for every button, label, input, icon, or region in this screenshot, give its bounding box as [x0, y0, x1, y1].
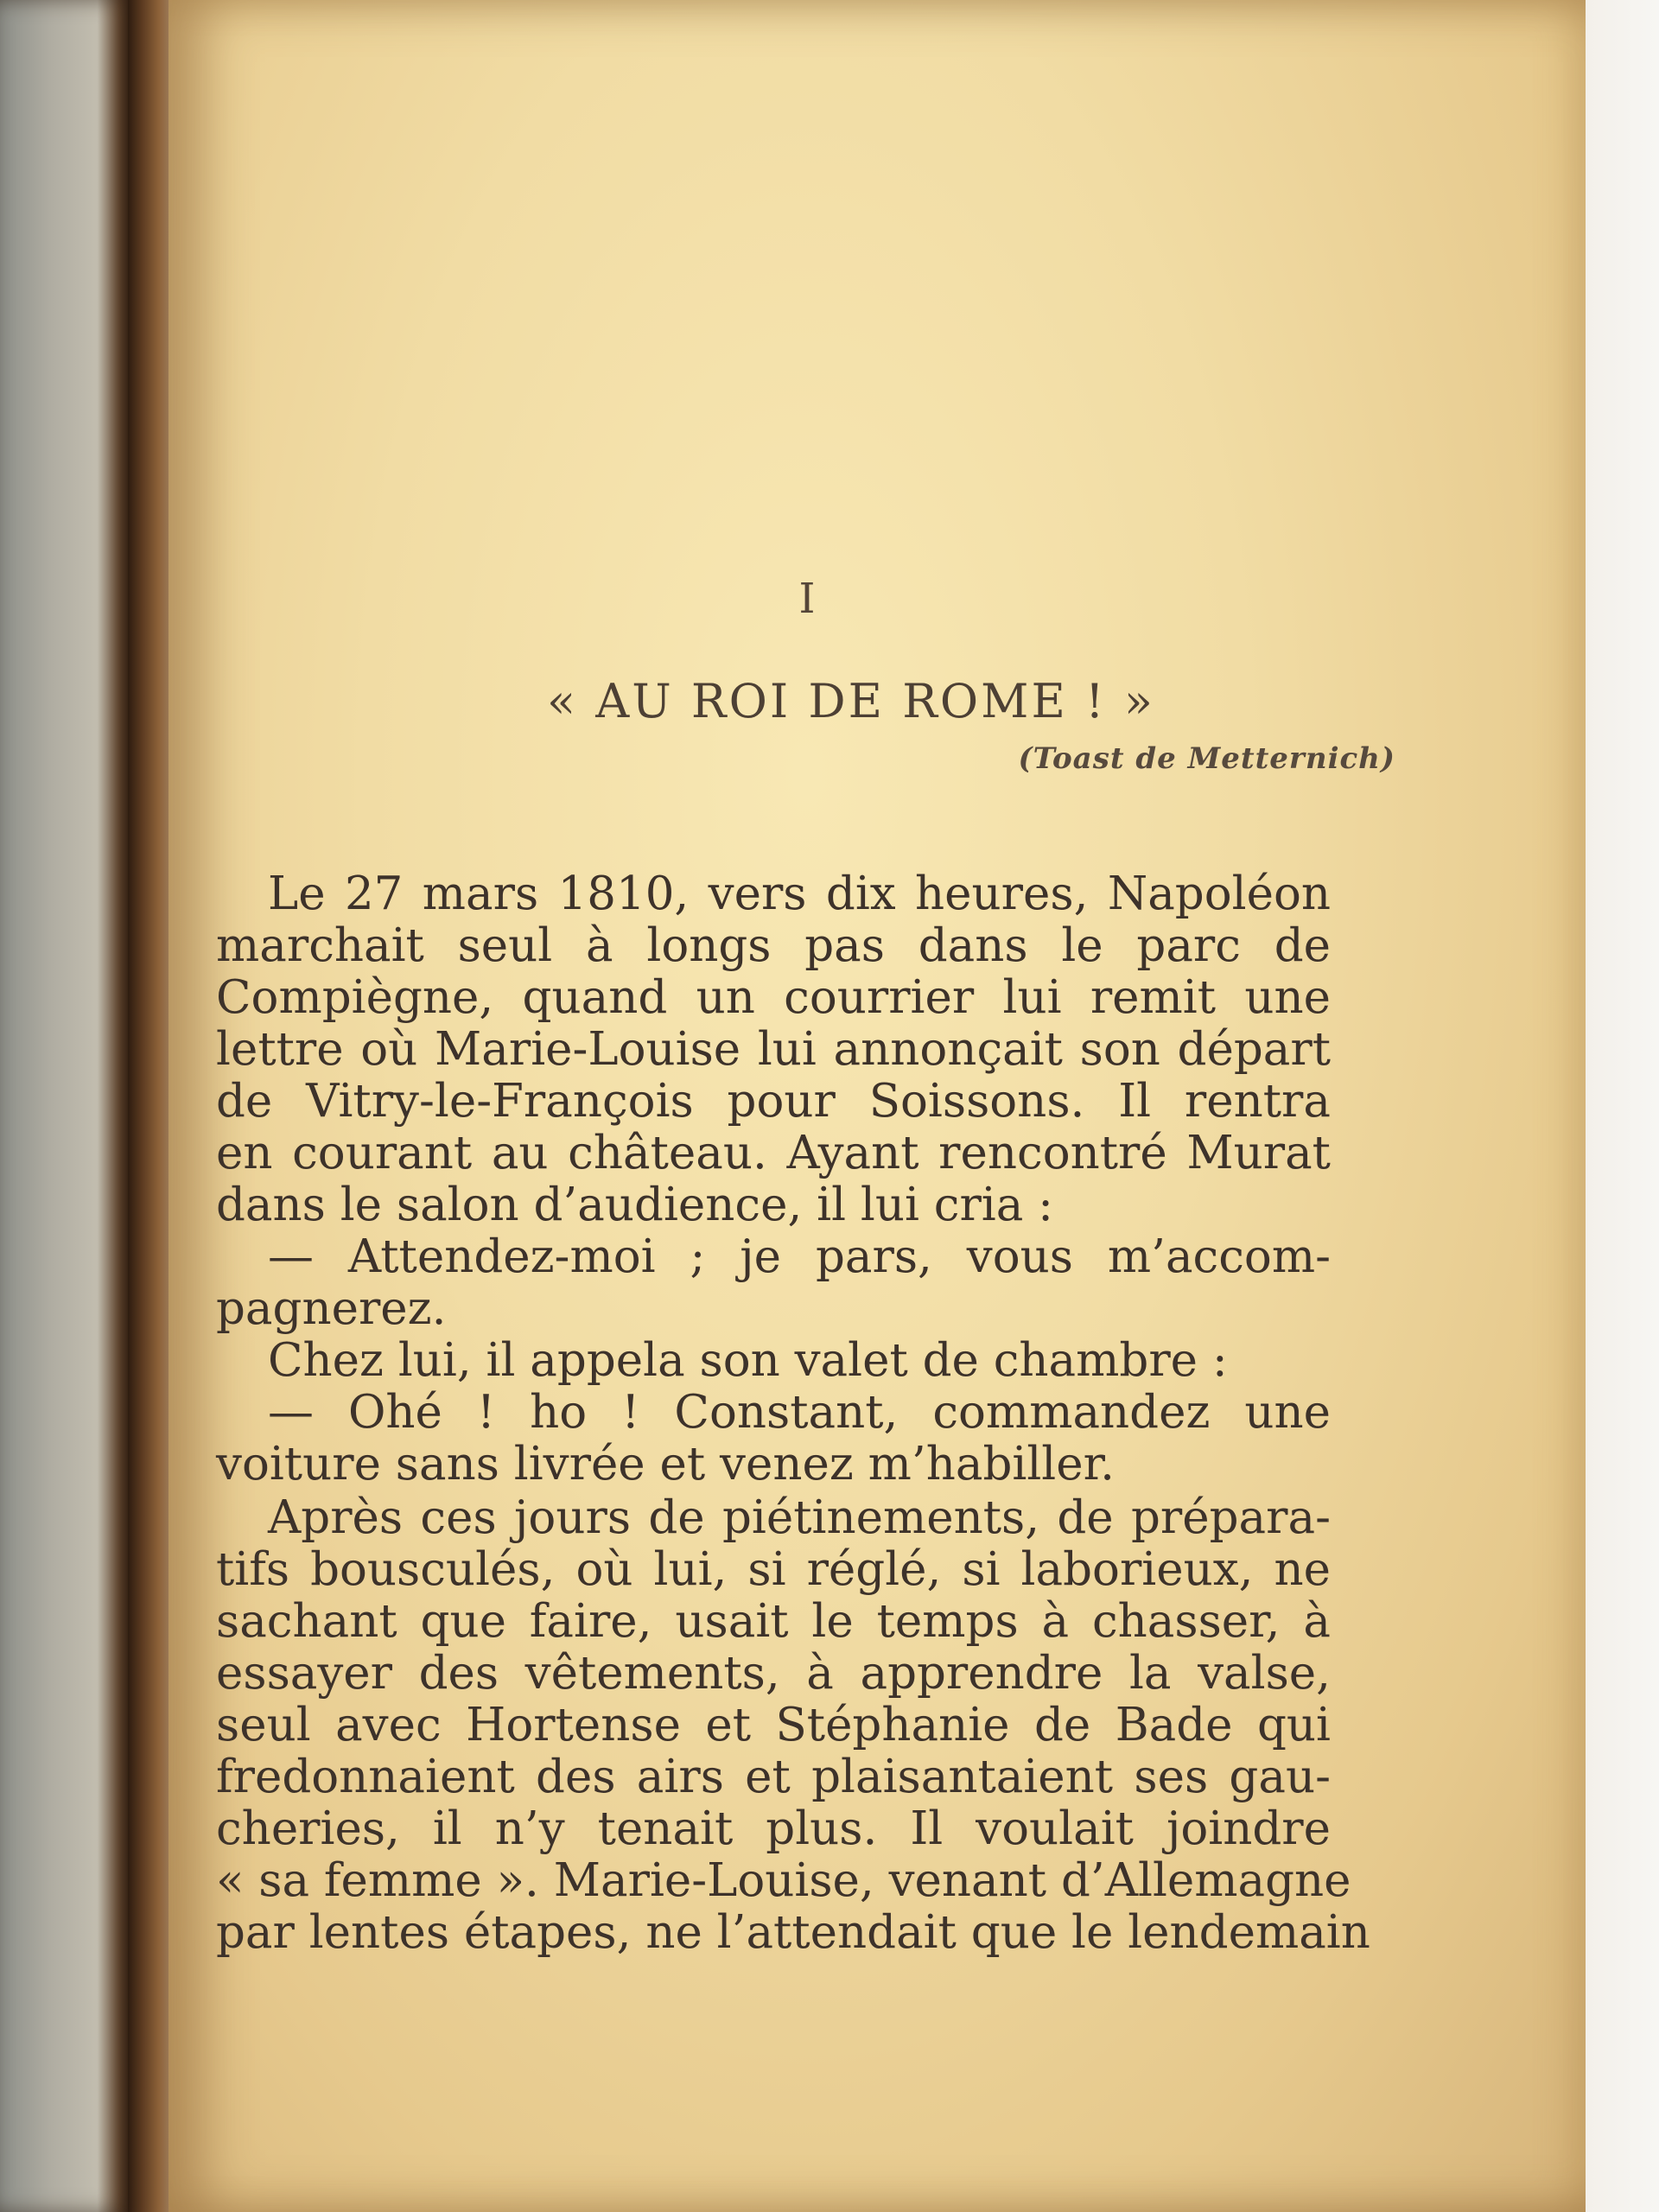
- chapter-subtitle: (Toast de Metternich): [1018, 741, 1395, 776]
- text-line: dans le salon d’audience, il lui cria :: [216, 1179, 1054, 1231]
- text-line: Chez lui, il appela son valet de chambre :: [268, 1334, 1228, 1387]
- text-line: Après ces jours de piétinements, de prépara-: [268, 1491, 1331, 1544]
- chapter-title: « AU ROI DE ROME ! »: [547, 674, 1155, 728]
- text-line: voiture sans livrée et venez m’habiller.: [216, 1438, 1115, 1491]
- text-line: « sa femme ». Marie-Louise, venant d’Allemagne: [216, 1854, 1351, 1907]
- chapter-number: I: [798, 575, 817, 623]
- text-line: en courant au château. Ayant rencontré Murat: [216, 1127, 1331, 1179]
- left-page-edge: [0, 0, 130, 2212]
- page-text: [168, 0, 1586, 2212]
- text-line: de Vitry-le-François pour Soissons. Il rentra: [216, 1075, 1331, 1128]
- chapter-body: [216, 868, 1370, 1959]
- text-line: essayer des vêtements, à apprendre la valse,: [216, 1647, 1331, 1700]
- text-line: Compiègne, quand un courrier lui remit une: [216, 971, 1331, 1024]
- text-line: seul avec Hortense et Stéphanie de Bade qui: [216, 1699, 1331, 1751]
- text-line: Le 27 mars 1810, vers dix heures, Napoléon: [268, 868, 1331, 920]
- text-line: marchait seul à longs pas dans le parc de: [216, 919, 1331, 972]
- text-line: sachant que faire, usait le temps à chasser, à: [216, 1595, 1331, 1648]
- text-line: — Ohé ! ho ! Constant, commandez une: [268, 1386, 1331, 1439]
- book-page: [168, 0, 1586, 2212]
- text-line: pagnerez.: [216, 1282, 447, 1335]
- text-line: tifs bousculés, où lui, si réglé, si laborieux, ne: [216, 1543, 1331, 1596]
- text-line: lettre où Marie-Louise lui annonçait son départ: [216, 1023, 1331, 1076]
- text-line: par lentes étapes, ne l’attendait que le lendemain: [216, 1906, 1370, 1959]
- text-line: cheries, il n’y tenait plus. Il voulait joindre: [216, 1802, 1331, 1855]
- text-line: fredonnaient des airs et plaisantaient ses gau-: [216, 1751, 1331, 1803]
- text-line: — Attendez-moi ; je pars, vous m’accom-: [268, 1230, 1331, 1283]
